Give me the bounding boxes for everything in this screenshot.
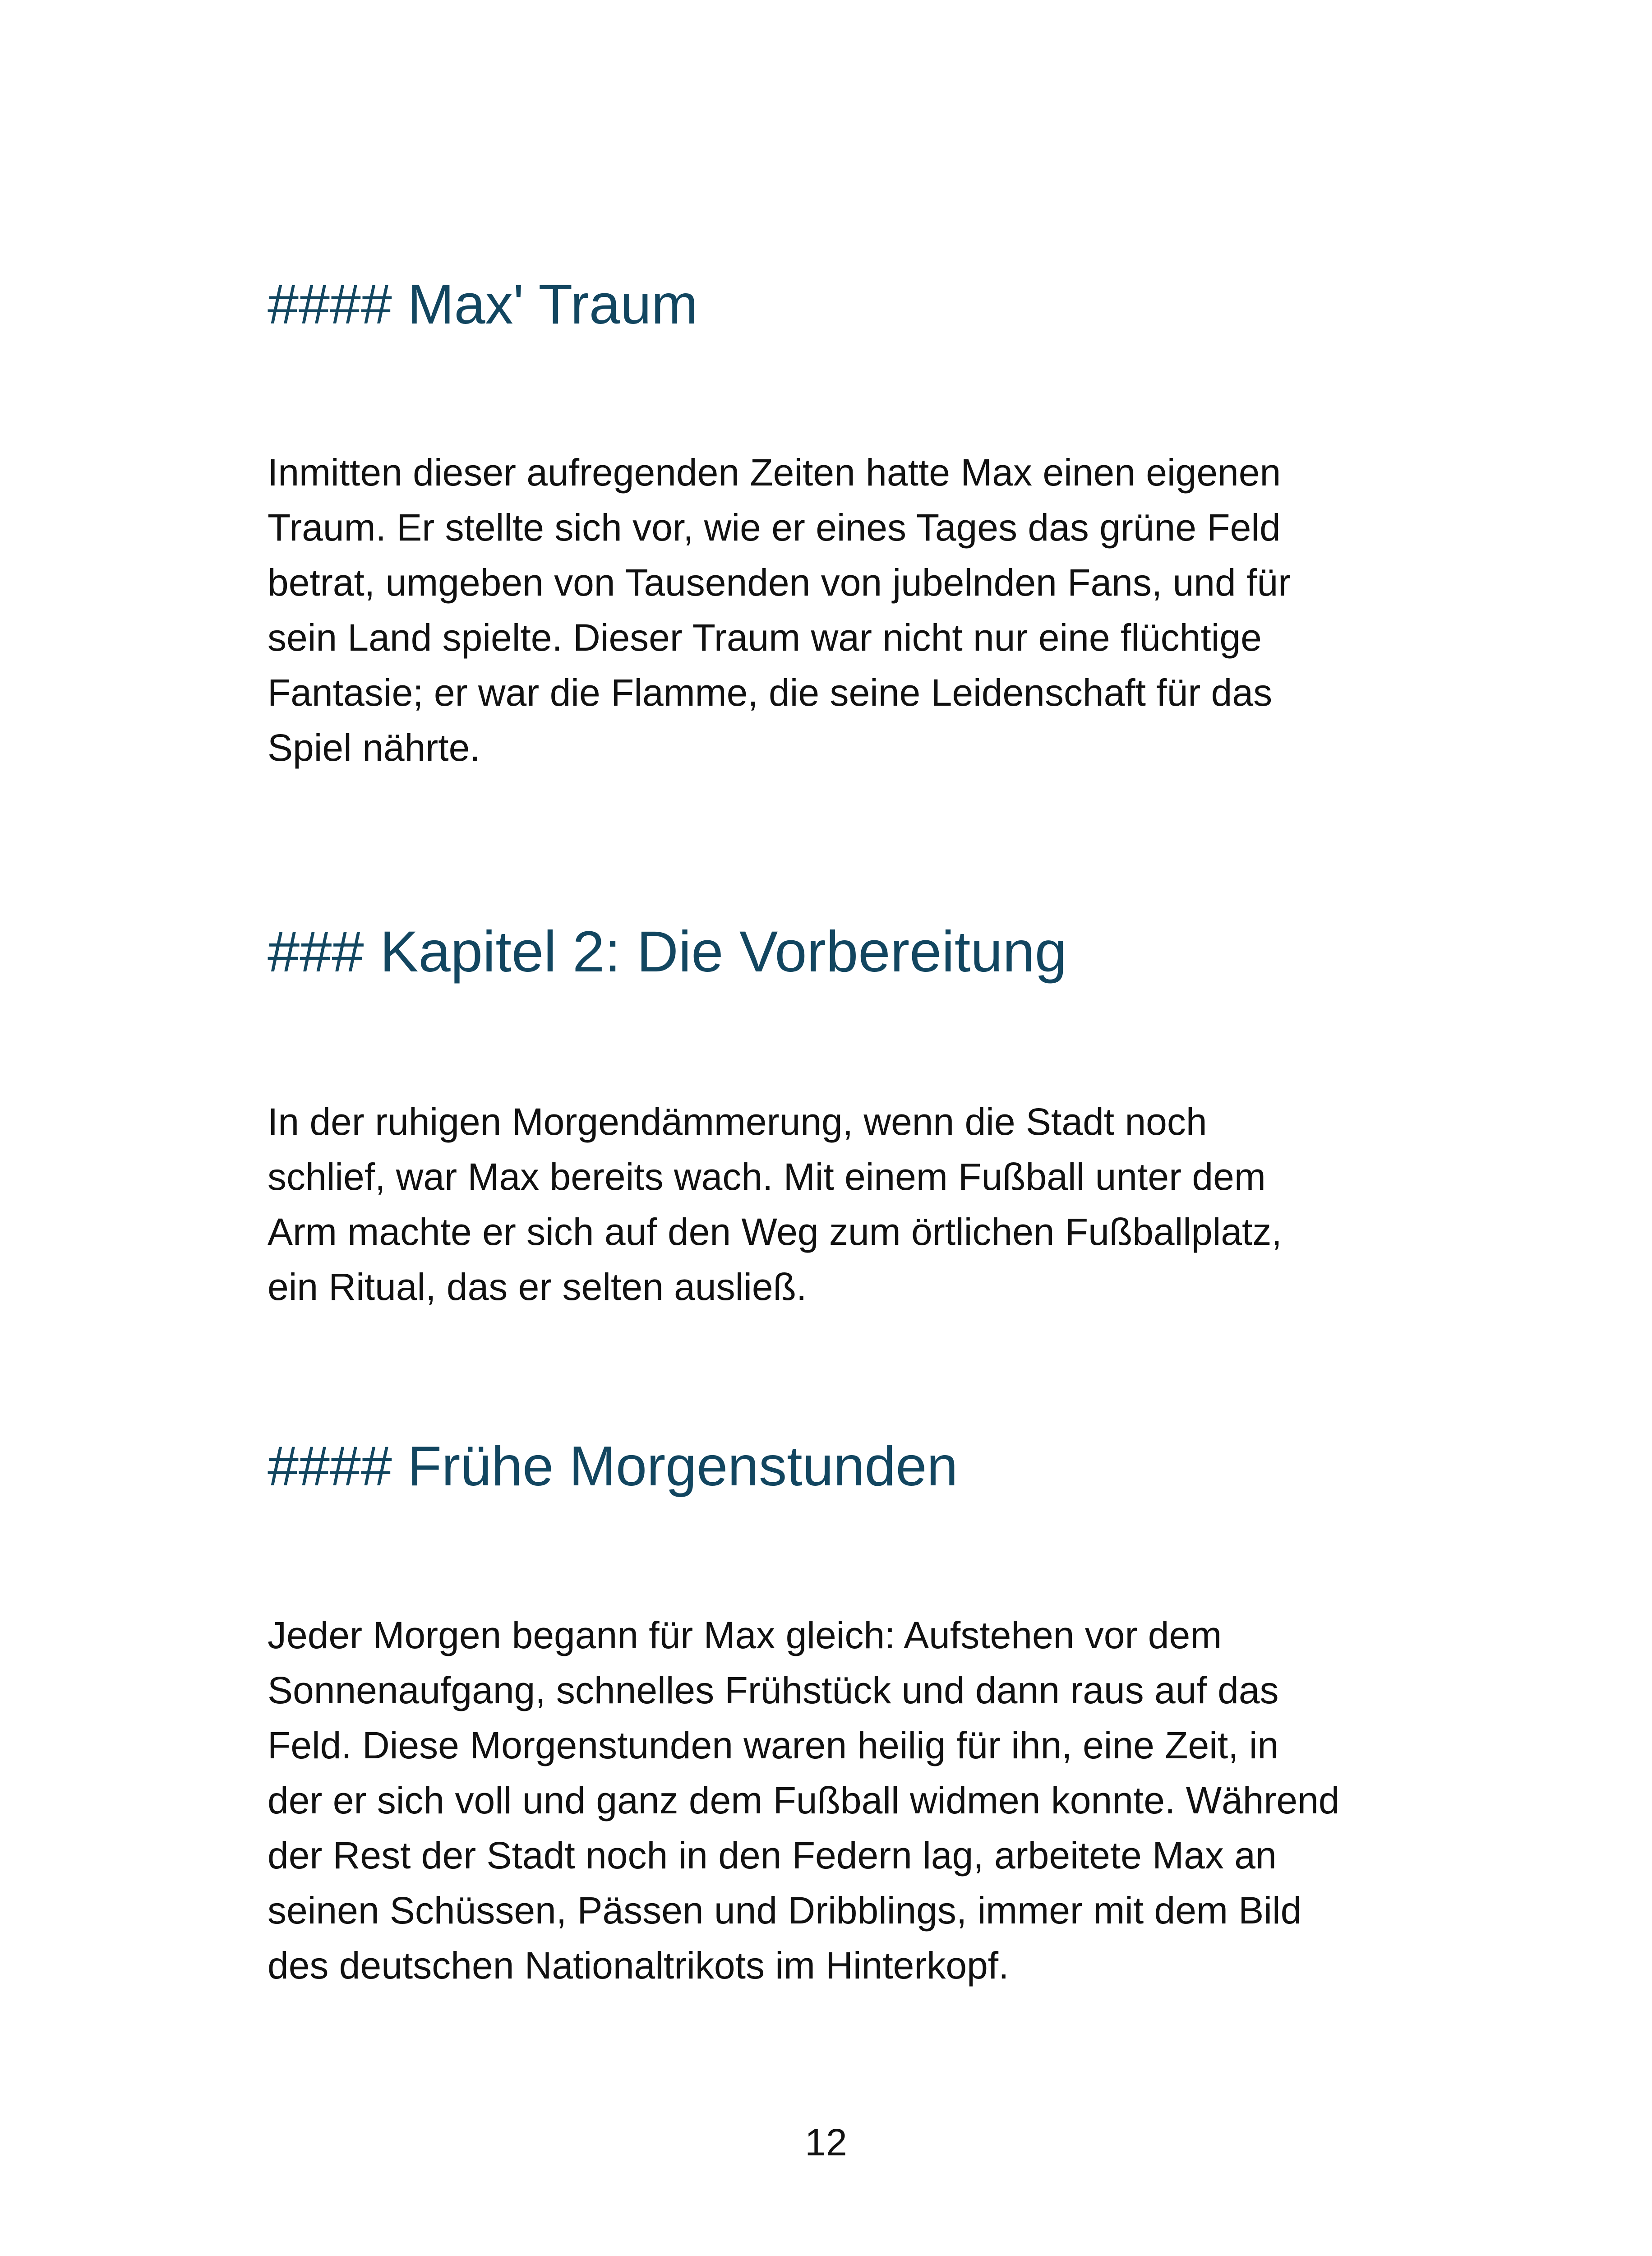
paragraph-line: Arm machte er sich auf den Weg zum örtlichen Fußballplatz, (268, 1211, 1282, 1253)
paragraph-line: der er sich voll und ganz dem Fußball widmen konnte. Während (268, 1779, 1340, 1821)
paragraph-line: Spiel nährte. (268, 726, 480, 769)
paragraph-line: Fantasie; er war die Flamme, die seine Leidenschaft für das (268, 671, 1273, 714)
paragraph-line: Sonnenaufgang, schnelles Frühstück und dann raus auf das (268, 1669, 1279, 1711)
paragraph-line: In der ruhigen Morgendämmerung, wenn die Stadt noch (268, 1100, 1207, 1143)
paragraph-line: Feld. Diese Morgenstunden waren heilig für ihn, eine Zeit, in (268, 1724, 1279, 1766)
paragraph-line: Inmitten dieser aufregenden Zeiten hatte Max einen eigenen (268, 451, 1281, 494)
section-heading-fruehe-morgenstunden: #### Frühe Morgenstunden (268, 1435, 958, 1498)
paragraph-line: Jeder Morgen begann für Max gleich: Aufstehen vor dem (268, 1614, 1222, 1656)
paragraph-line: betrat, umgeben von Tausenden von jubelnden Fans, und für (268, 561, 1291, 604)
chapter-heading-kapitel-2: ### Kapitel 2: Die Vorbereitung (268, 920, 1067, 984)
paragraph-line: des deutschen Nationaltrikots im Hinterkopf. (268, 1944, 1009, 1987)
paragraph-fruehe-morgenstunden (268, 1608, 1404, 1993)
paragraph-line: schlief, war Max bereits wach. Mit einem Fußball unter dem (268, 1156, 1266, 1198)
paragraph-line: der Rest der Stadt noch in den Federn lag, arbeitete Max an (268, 1834, 1277, 1877)
paragraph-line: ein Ritual, das er selten ausließ. (268, 1266, 807, 1308)
paragraph-line: seinen Schüssen, Pässen und Dribblings, immer mit dem Bild (268, 1889, 1302, 1932)
paragraph-vorbereitung (268, 1094, 1404, 1314)
paragraph-max-traum (268, 445, 1404, 775)
page-number: 12 (805, 2121, 847, 2164)
paragraph-line: Traum. Er stellte sich vor, wie er eines Tages das grüne Feld (268, 506, 1281, 549)
section-heading-max-traum: #### Max' Traum (268, 273, 698, 336)
paragraph-line: sein Land spielte. Dieser Traum war nicht nur eine flüchtige (268, 616, 1262, 659)
